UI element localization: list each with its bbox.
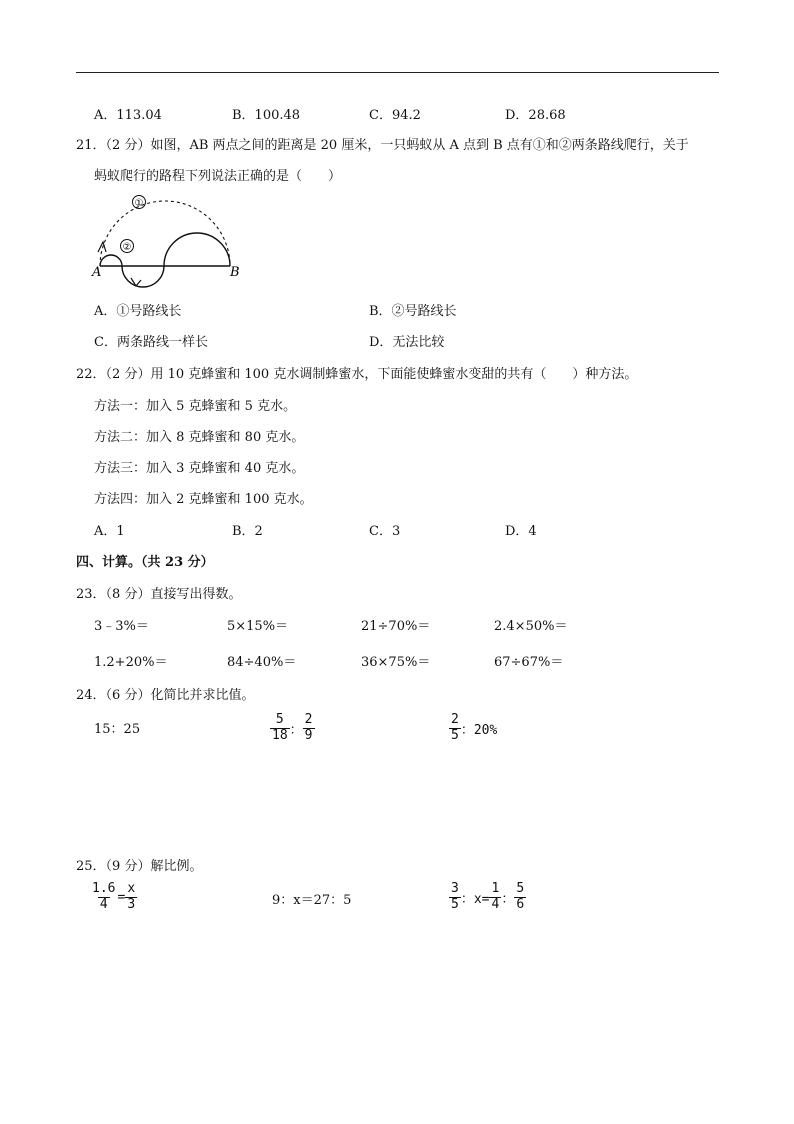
point-a-label: A (92, 265, 102, 280)
fraction (449, 713, 461, 744)
q21-option-c[interactable]: C．两条路线一样长 (94, 335, 208, 350)
q22-method-3: 方法三：加入 3 克蜂蜜和 40 克水。 (94, 461, 305, 476)
q25-stem: 25．（9 分）解比例。 (76, 859, 203, 874)
q20-option-b[interactable]: B．100.48 (232, 108, 301, 123)
q22-method-1: 方法一：加入 5 克蜂蜜和 5 克水。 (94, 399, 297, 414)
q23-r1-c3: 21÷70%＝ (361, 619, 431, 634)
q20-option-c[interactable]: C．94.2 (369, 108, 421, 123)
denominator: 9 (304, 727, 313, 743)
route-2-label: ② (122, 242, 132, 253)
q23-r2-c3: 36×75%＝ (361, 655, 431, 670)
point-b-label: B (230, 265, 240, 280)
q24-item-1: 15：25 (94, 722, 141, 737)
q21-option-a[interactable]: A．①号路线长 (94, 304, 182, 319)
fraction (90, 882, 117, 913)
ratio-sign: ： (501, 891, 515, 907)
route-1-arrow (98, 242, 106, 252)
q22-option-b[interactable]: B．2 (232, 524, 263, 539)
denominator: 6 (516, 896, 525, 912)
q23-stem: 23．（8 分）直接写出得数。 (76, 587, 242, 602)
fraction (270, 713, 290, 744)
q23-r1-c4: 2.4×50%＝ (494, 619, 568, 634)
denominator: 3 (127, 896, 136, 912)
q21-stem-line2: 蚂蚁爬行的路程下列说法正确的是（ ） (94, 169, 342, 184)
numerator: 1.6 (92, 881, 116, 896)
q21-stem-line1: 21．（2 分）如图，AB 两点之间的距离是 20 厘米，一只蚂蚁从 A 点到 B 点有①和②两条路线爬行，关于 (76, 138, 689, 153)
ratio-x: ：x= (460, 891, 490, 907)
fraction (125, 882, 137, 913)
q22-option-d[interactable]: D．4 (505, 524, 537, 539)
ratio-remainder: ：20% (460, 722, 498, 738)
route-2-arc-up-large (164, 233, 230, 266)
q21-option-b[interactable]: B．②号路线长 (369, 304, 457, 319)
ratio-sign: ： (289, 722, 303, 738)
fraction (303, 713, 315, 744)
q23-r2-c1: 1.2+20%＝ (94, 655, 168, 670)
fraction (489, 882, 501, 913)
q23-r1-c2: 5×15%＝ (227, 619, 289, 634)
numerator: 1 (491, 881, 500, 896)
numerator: 5 (516, 881, 525, 896)
route-2-arc-up-small (100, 255, 122, 266)
route-1-label: ① (134, 198, 144, 209)
denominator: 5 (451, 727, 459, 743)
denominator: 5 (451, 896, 459, 912)
denominator: 18 (272, 727, 288, 743)
numerator: 2 (304, 712, 313, 727)
q25-item-2: 9：x＝27：5 (272, 893, 352, 908)
q25-item-1 (90, 882, 137, 913)
numerator: 3 (451, 881, 459, 896)
q22-option-c[interactable]: C．3 (369, 524, 401, 539)
header-rule (76, 72, 719, 73)
section-4-title: 四、计算。（共 23 分） (76, 555, 214, 570)
q21-option-d[interactable]: D．无法比较 (369, 335, 445, 350)
q22-method-4: 方法四：加入 2 克蜂蜜和 100 克水。 (94, 492, 313, 507)
numerator: 2 (451, 712, 459, 727)
fraction (449, 882, 461, 913)
q23-r1-c1: 3﹣3%＝ (94, 619, 149, 634)
q24-stem: 24．（6 分）化简比并求比值。 (76, 688, 255, 703)
fraction (514, 882, 526, 913)
denominator: 4 (99, 896, 108, 912)
q23-r2-c2: 84÷40%＝ (227, 655, 297, 670)
route-2-arc-down (122, 266, 164, 287)
numerator: 5 (275, 712, 284, 727)
q20-option-a[interactable]: A．113.04 (94, 108, 162, 123)
q24-item-3 (449, 713, 497, 744)
q24-item-2 (270, 713, 315, 744)
denominator: 4 (491, 896, 500, 912)
numerator: x (127, 881, 136, 896)
q22-method-2: 方法二：加入 8 克蜂蜜和 80 克水。 (94, 430, 305, 445)
q22-stem: 22．（2 分）用 10 克蜂蜜和 100 克水调制蜂蜜水，下面能使蜂蜜水变甜的共有（ ）种方法。 (76, 367, 638, 382)
q22-option-a[interactable]: A．1 (94, 524, 125, 539)
q25-item-3 (449, 882, 526, 913)
q21-figure (90, 190, 250, 290)
equals-sign: = (117, 889, 126, 905)
q20-option-d[interactable]: D．28.68 (505, 108, 566, 123)
q23-r2-c4: 67÷67%＝ (494, 655, 564, 670)
